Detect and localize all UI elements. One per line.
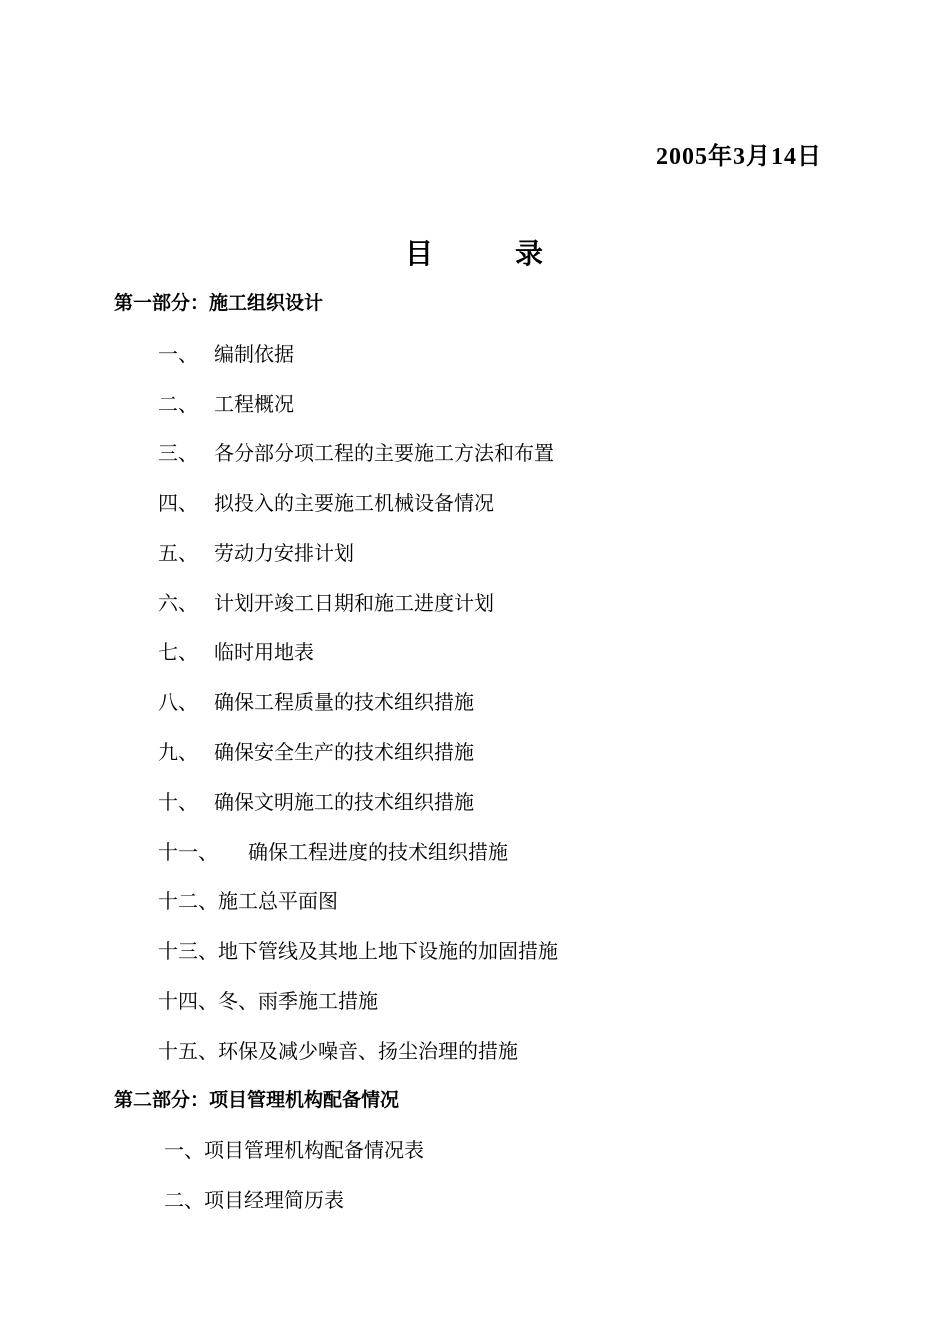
toc-item-number: 四、 bbox=[158, 491, 198, 515]
toc-item bbox=[164, 1184, 344, 1213]
toc-item bbox=[158, 437, 554, 466]
toc-item-number: 十二、 bbox=[158, 889, 218, 913]
part2-heading: 第二部分：项目管理机构配备情况 bbox=[114, 1089, 400, 1111]
toc-item-label: 各分部分项工程的主要施工方法和布置 bbox=[214, 441, 554, 465]
toc-item bbox=[158, 388, 294, 417]
toc-item bbox=[158, 537, 354, 566]
toc-item-label: 确保安全生产的技术组织措施 bbox=[214, 740, 474, 764]
toc-item bbox=[158, 985, 378, 1014]
toc-item bbox=[158, 338, 294, 367]
toc-item bbox=[158, 836, 508, 865]
toc-item bbox=[158, 487, 494, 516]
toc-item-label: 项目经理简历表 bbox=[204, 1188, 344, 1212]
toc-item bbox=[158, 587, 494, 616]
toc-item bbox=[158, 786, 474, 815]
toc-item-number: 七、 bbox=[158, 640, 198, 664]
toc-item bbox=[158, 686, 474, 715]
toc-item-number: 二、 bbox=[164, 1188, 204, 1212]
toc-item-number: 一、 bbox=[164, 1138, 204, 1162]
toc-item bbox=[158, 1035, 518, 1064]
document-date: 2005年3月14日 bbox=[656, 144, 822, 170]
toc-item-label: 确保工程质量的技术组织措施 bbox=[214, 690, 474, 714]
part1-heading: 第一部分：施工组织设计 bbox=[114, 292, 324, 314]
toc-item bbox=[158, 636, 314, 665]
toc-item-number: 一、 bbox=[158, 342, 198, 366]
toc-title-left: 目 bbox=[404, 237, 435, 270]
toc-item-number: 九、 bbox=[158, 740, 198, 764]
toc-item-label: 编制依据 bbox=[214, 342, 294, 366]
toc-item-number: 十五、 bbox=[158, 1039, 218, 1063]
toc-item-number: 二、 bbox=[158, 392, 198, 416]
toc-item-number: 八、 bbox=[158, 690, 198, 714]
toc-item bbox=[158, 885, 338, 914]
toc-item bbox=[164, 1134, 424, 1163]
toc-item-label: 冬、雨季施工措施 bbox=[218, 989, 378, 1013]
toc-item-label: 施工总平面图 bbox=[218, 889, 338, 913]
toc-item-label: 确保文明施工的技术组织措施 bbox=[214, 790, 474, 814]
toc-item-label: 工程概况 bbox=[214, 392, 294, 416]
toc-item-number: 十一、 bbox=[158, 840, 218, 864]
toc-title-right: 录 bbox=[515, 237, 546, 270]
toc-item-label: 计划开竣工日期和施工进度计划 bbox=[214, 591, 494, 615]
toc-item bbox=[158, 736, 474, 765]
toc-item-number: 十、 bbox=[158, 790, 198, 814]
toc-item-label: 临时用地表 bbox=[214, 640, 314, 664]
toc-item-label: 环保及减少噪音、扬尘治理的措施 bbox=[218, 1039, 518, 1063]
toc-item-number: 六、 bbox=[158, 591, 198, 615]
toc-item-label: 劳动力安排计划 bbox=[214, 541, 354, 565]
toc-title bbox=[0, 232, 950, 272]
toc-item-label: 确保工程进度的技术组织措施 bbox=[248, 840, 508, 864]
toc-item-label: 拟投入的主要施工机械设备情况 bbox=[214, 491, 494, 515]
toc-item-label: 地下管线及其地上地下设施的加固措施 bbox=[218, 939, 558, 963]
toc-item-number: 五、 bbox=[158, 541, 198, 565]
toc-item-number: 十三、 bbox=[158, 939, 218, 963]
toc-item-label: 项目管理机构配备情况表 bbox=[204, 1138, 424, 1162]
toc-item bbox=[158, 935, 558, 964]
toc-item-number: 三、 bbox=[158, 441, 198, 465]
toc-item-number: 十四、 bbox=[158, 989, 218, 1013]
